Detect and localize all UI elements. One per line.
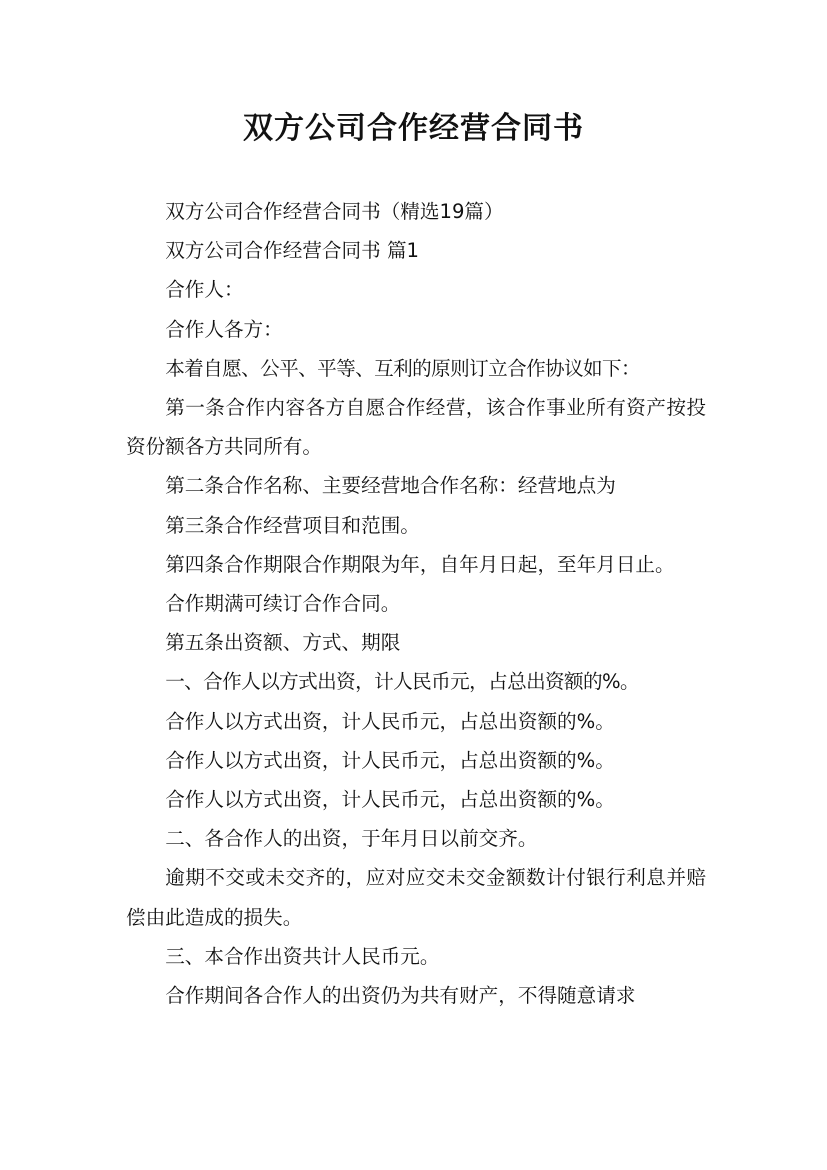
- paragraph-renewal: 合作期满可续订合作合同。: [165, 592, 401, 616]
- paragraph-article-4: 第四条合作期限合作期限为年，自年月日起，至年月日止。: [165, 552, 675, 576]
- paragraph-article-5: 第五条出资额、方式、期限: [165, 631, 401, 655]
- paragraph-contribution-4: 合作人以方式出资，计人民币元，占总出资额的%。: [165, 788, 615, 812]
- document-title: 双方公司合作经营合同书: [243, 111, 584, 146]
- paragraph-total: 三、本合作出资共计人民币元。: [165, 944, 440, 968]
- paragraph-deadline: 二、各合作人的出资，于年月日以前交齐。: [165, 827, 538, 851]
- paragraph-article-3: 第三条合作经营项目和范围。: [165, 513, 420, 537]
- paragraph-principles: 本着自愿、公平、平等、互利的原则订立合作协议如下：: [165, 356, 641, 380]
- paragraph-partner: 合作人：: [165, 278, 244, 302]
- document-body: [126, 192, 706, 1015]
- paragraph-intro: 双方公司合作经营合同书（精选19篇）: [165, 200, 504, 223]
- paragraph-section-heading: 双方公司合作经营合同书 篇1: [165, 239, 420, 263]
- paragraph-partner-parties: 合作人各方：: [165, 317, 283, 341]
- paragraph-shared-property: 合作期间各合作人的出资仍为共有财产，不得随意请求: [165, 984, 636, 1008]
- paragraph-contribution-3: 合作人以方式出资，计人民币元，占总出资额的%。: [165, 748, 615, 772]
- paragraph-article-1: 第一条合作内容各方自愿合作经营，该合作事业所有资产按投资份额各方共同所有。: [126, 396, 706, 459]
- paragraph-contribution-2: 合作人以方式出资，计人民币元，占总出资额的%。: [165, 709, 615, 733]
- paragraph-contribution-1: 一、合作人以方式出资，计人民币元，占总出资额的%。: [165, 670, 640, 694]
- paragraph-penalty: 逾期不交或未交齐的，应对应交未交金额数计付银行利息并赔偿由此造成的损失。: [126, 866, 706, 929]
- paragraph-article-2: 第二条合作名称、主要经营地合作名称：经营地点为: [165, 474, 616, 498]
